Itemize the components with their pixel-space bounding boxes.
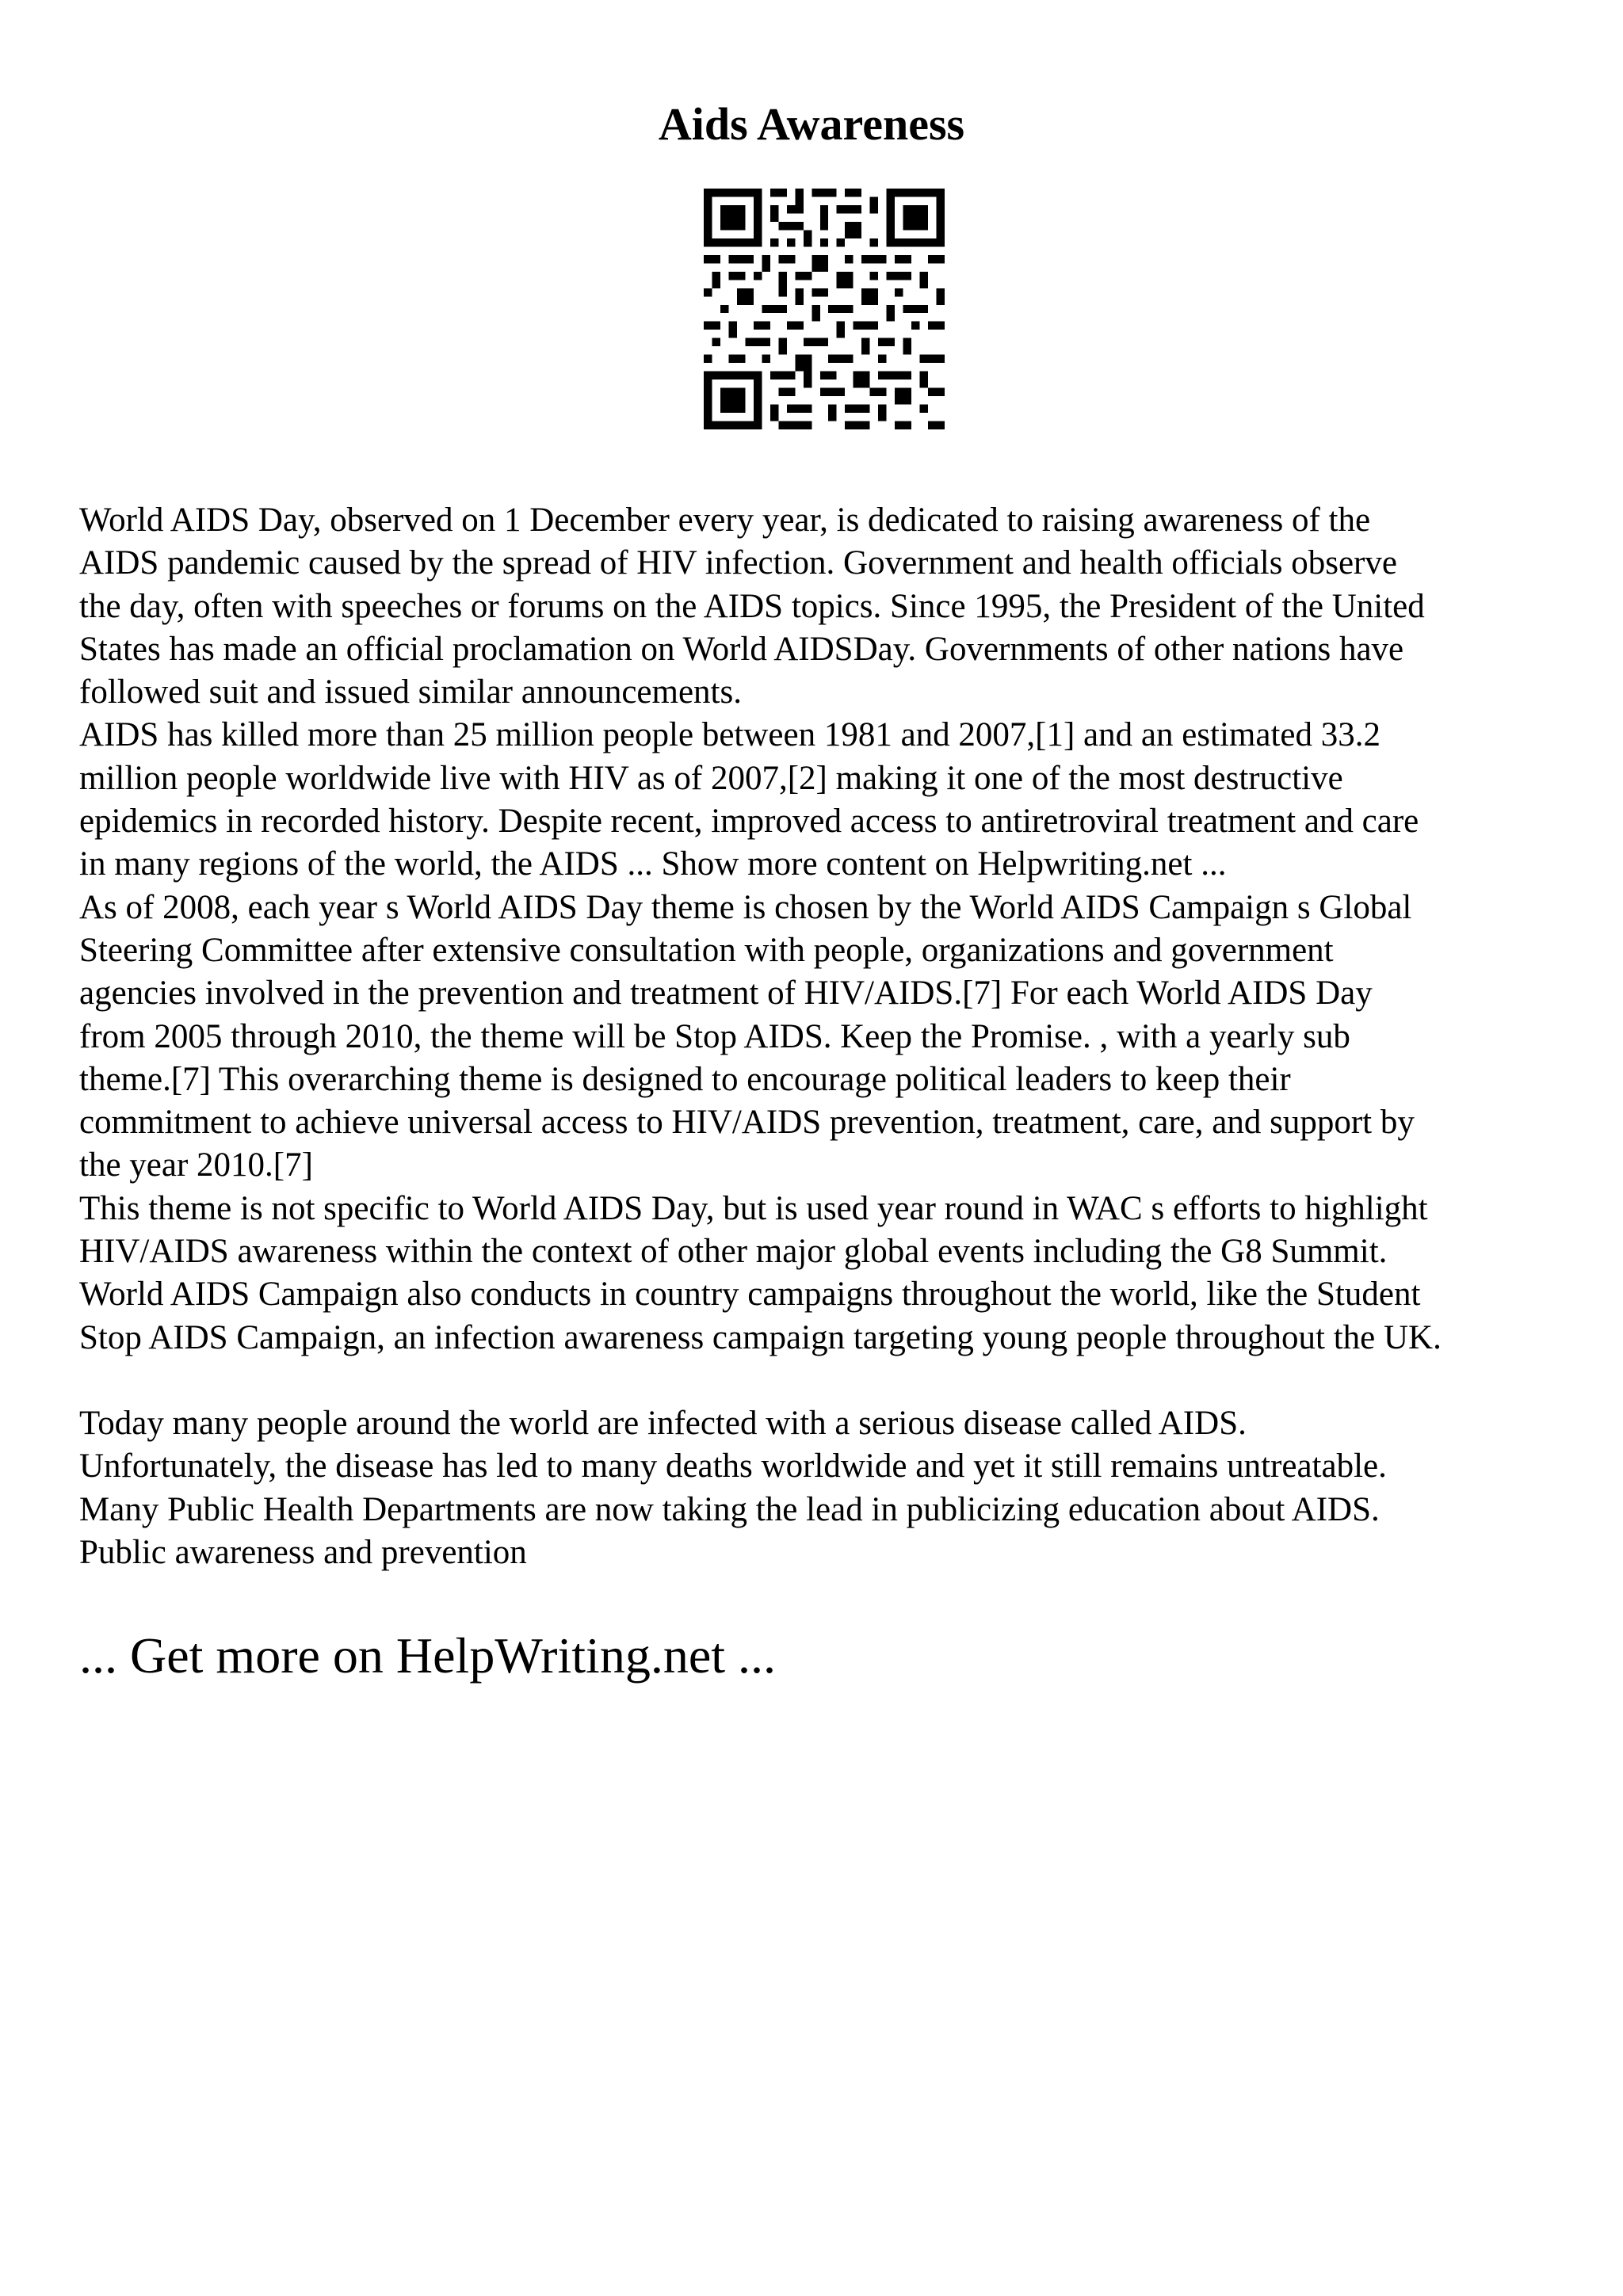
paragraph: This theme is not specific to World AIDS Day, but is used year round in WAC s efforts to highlight HIV/AIDS awareness within the context of other major global events including the G8 Summit. World AIDS Campaign also conducts in country campaigns throughout the world, like the Student Stop AIDS Campaign, an infection awareness campaign targeting young people throughout the UK.	[79, 1189, 1442, 1356]
paragraph: As of 2008, each year s World AIDS Day theme is chosen by the World AIDS Campaign s Global Steering Committee after extensive consultation with people, organizations and government agencies involved in the prevention and treatment of HIV/AIDS.[7] For each World AIDS Day from 2005 through 2010, the theme will be Stop AIDS. Keep the Promise. , with a yearly sub theme.[7] This overarching theme is designed to encourage political leaders to keep their commitment to achieve universal access to HIV/AIDS prevention, treatment, care, and support by the year 2010.[7]	[79, 888, 1415, 1184]
paragraph: AIDS has killed more than 25 million people between 1981 and 2007,[1] and an estimated 33.2 million people worldwide live with HIV as of 2007,[2] making it one of the most destructive epidemics in recorded history. Despite recent, improved access to antiretroviral treatment and care in many regions of the world, the AIDS ... Show more content on Helpwriting.net ...	[79, 716, 1419, 883]
qr-code-icon	[704, 189, 945, 429]
document-body	[79, 499, 1569, 1574]
paragraph: World AIDS Day, observed on 1 December every year, is dedicated to raising awareness of the AIDS pandemic caused by the spread of HIV infection. Government and health officials observe the day, often with speeches or forums on the AIDS topics. Since 1995, the President of the United States has made an official proclamation on World AIDSDay. Governments of other nations have followed suit and issued similar announcements.	[79, 502, 1425, 711]
get-more-link[interactable]: ... Get more on HelpWriting.net ...	[79, 1627, 776, 1684]
document-title: Aids Awareness	[658, 98, 965, 150]
paragraph: Today many people around the world are infected with a serious disease called AIDS. Unfortunately, the disease has led to many deaths worldwide and yet it still remains untreatable. Many Public Health Departments are now taking the lead in publicizing education about AIDS. Public awareness and prevention	[79, 1404, 1387, 1571]
